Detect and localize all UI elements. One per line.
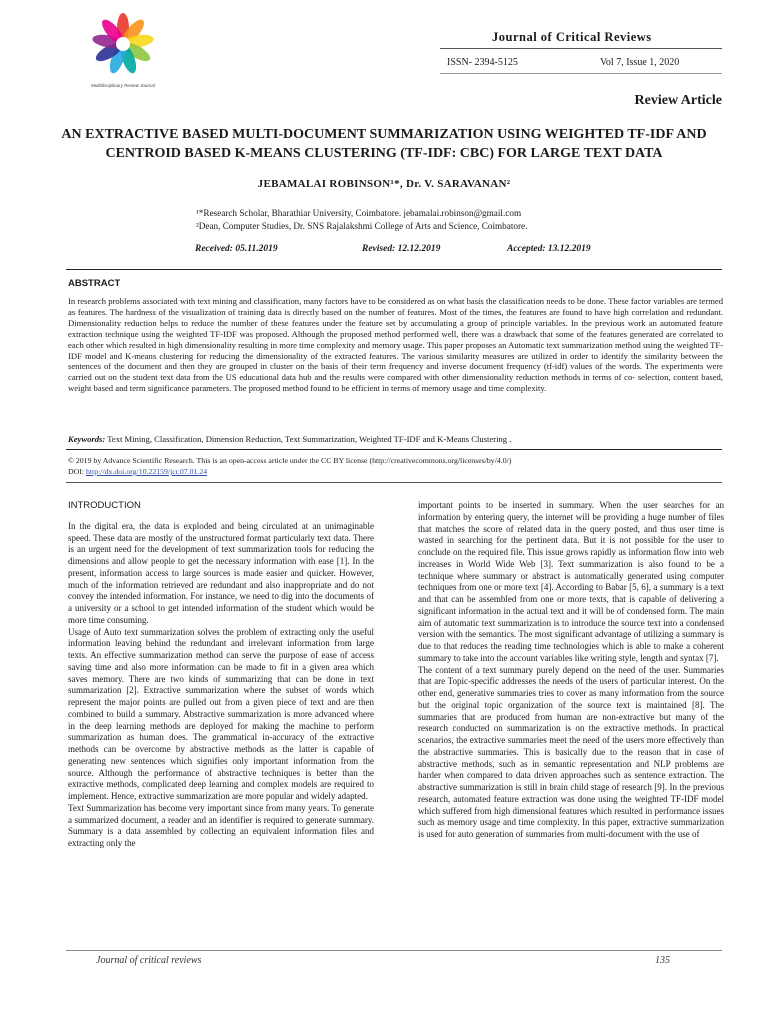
keywords	[68, 434, 723, 444]
right-paragraph-1: important points to be inserted in summary. When the user searches for an information by entering query, the internet will be providing a huge number of files that matches the score of related data in the query posted, and thus user time is wasted in searching for the pertinent data. But it is not possible for the user to conclude on the required file. This issue grows rapidly as information flow into web increases in World Wide Web [3]. Text summarization is also found to be a technique where summary or abstract is automatically generated using computer techniques from one or more text [4]. According to Babar [5, 6], a summary is a text and that can be assembled from one or more texts, that is capable of delivering a significant information in the actual text and it will be of condensed form. The main aim of automatic text summarization is to introduce the source text into a condensed version with the semantics. The most significant advantage of utilizing a summary is due to that reduces the reading time technologies which is able to make a coherent summary to take into the account variables like writing style, length and syntax [7].	[418, 500, 724, 663]
doi	[68, 467, 207, 476]
accepted-date: Accepted: 13.12.2019	[507, 244, 591, 254]
volume-issue: Vol 7, Issue 1, 2020	[600, 57, 680, 68]
header-divider-lower	[440, 73, 722, 74]
keywords-list: Text Mining, Classification, Dimension Reduction, Text Summarization, Weighted TF-IDF and K-Means Clustering .	[105, 434, 512, 444]
journal-logo	[78, 8, 168, 90]
left-column	[68, 500, 374, 850]
abstract-body: In research problems associated with text mining and classification, many factors have to be considered as on what basis the classification needs to be done. These factor variables are termed as features. The hardness of the visualization of training data is directly based on the number of features. Most of the times, the features are found to have high correlation and redundant. Dimensionality reduction helps to reduce the number of these features under the feature set by accumulating a group of principle variables. In the previous work an automated feature extraction technique using the weighted TF-IDF was proposed. Although the proposed method performed well, there was a drawback that some of the features generated are correlated to each other which resulted in high dimensionality resulting in more time complexity and memory usage. This paper proposes an Automatic text summarization method using the weighted TF-IDF model and K-means clustering for reducing the dimensionality of the extracted features. The various similarity measures are utilized in order to identify the similarity between the sentences of the document and then they are grouped in cluster on the basis of their term frequency and inverse document frequency (tf-idf) values of the words. The experiments were carried out on the student text data from the US educational data hub and the results were compared with other dimensionality reduction methods in terms of co- selection, content based, weight based and term significance parameters. The proposed method found to be efficient in terms of memory usage and time complexity.	[68, 296, 723, 394]
doi-label: DOI:	[68, 467, 86, 476]
footer-rule	[66, 950, 722, 951]
keywords-label: Keywords:	[68, 434, 106, 444]
right-column	[418, 500, 724, 841]
introduction-heading: INTRODUCTION	[68, 500, 141, 511]
left-paragraph-2: Usage of Auto text summarization solves the problem of extracting only the useful information leaving behind the redundant and irrelevant information from large texts. An effective summarization method can serve the purpose of ease of access saving time and also more information can be made to fit in a given area which saves memory. There are two kinds of summarizing that can be done in text summarization [2]. Extractive summarization where the subset of words which represent the major points are pulled out from a given piece of text and are then combined to build a summary. Abstractive summarization is more advanced where in the deep learning methods are deployed for making the machine to perform summarization as human does. The grammatical in-accuracy of the extractive methods can be overcome by abstractive methods as the latter is capable of generating new sentences which signifies only important information from the source. Although the performance of abstractive techniques is better than the extractive methods, complicated deep learning and complex models are required to implement. Hence, extractive summarization are more popular and widely adapted.	[68, 626, 374, 801]
received-date: Received: 05.11.2019	[195, 244, 278, 254]
affiliation-1: ¹*Research Scholar, Bharathiar University, Coimbatore. jebamalai.robinson@gmail.com	[196, 208, 522, 218]
footer-journal-name: Journal of critical reviews	[96, 955, 202, 966]
left-paragraph-1: In the digital era, the data is exploded and being circulated at an unimaginable speed. These data are mostly of the unstructured format particularly text data. There is an urgent need for the development of text summarization tools for reducing the dimensions and allow people to get the necessary information with ease [1]. In the present, information access to large sources is made easier and quicker. However, much of the information retrieved are redundant and also inappropriate and do not convey the intended information. For instance, we need to dig into the documents of a university or a school to get intended information of the student which would be more time consuming.	[68, 520, 374, 625]
right-paragraph-2: The content of a text summary purely depend on the need of the user. Summaries that are Topic-specific addresses the needs of the users of particular interest. On the other end, generative summaries tries to cover as many information from the source but the original topic organization of the source text is maintained [8]. The summaries that are produced from human are non-extractive but many of the research conducted on summarization is on the extractive methods. In practical scenarios, the extractive summaries meet the need of the users more effectively than the abstractive summaries. This is basically due to the reason that in case of abstractive methods, such as in semantic representation and NLP problems are harder when compared to data driven approaches such as sentence extraction. The abstractive summarization is still in brain child stage of research [9]. In the previous research, automated feature extraction was done using the weighted TF-IDF model which suffered from high dimensional features which resulted in performance issues such as memory usage and time complexity. In this paper, extractive summarization is used for auto generation of summaries from multi-document with the use of	[418, 664, 724, 839]
abstract-bottom-rule	[66, 449, 722, 450]
article-type: Review Article	[634, 93, 722, 108]
flower-logo-icon	[78, 8, 168, 90]
page-number: 135	[655, 955, 670, 966]
affiliation-2: ²Dean, Computer Studies, Dr. SNS Rajalakshmi College of Arts and Science, Coimbatore.	[196, 221, 528, 231]
revised-date: Revised: 12.12.2019	[362, 244, 441, 254]
copyright-notice: © 2019 by Advance Scientific Research. This is an open-access article under the CC BY license (http://creativecommons.org/licenses/by/4.0/)	[68, 456, 512, 465]
body-top-rule	[66, 482, 722, 483]
paper-title: AN EXTRACTIVE BASED MULTI-DOCUMENT SUMMARIZATION USING WEIGHTED TF-IDF AND CENTROID BASED K-MEANS CLUSTERING (TF-IDF: CBC) FOR LARGE TEXT DATA	[61, 127, 707, 161]
authors: JEBAMALAI ROBINSON¹*, Dr. V. SARAVANAN²	[257, 178, 511, 190]
logo-caption: Multidisciplinary Review Journal	[91, 83, 155, 88]
journal-name: Journal of Critical Reviews	[492, 30, 652, 44]
doi-link[interactable]: http://dx.doi.org/10.22159/jcr.07.01.24	[85, 467, 208, 476]
abstract-top-rule	[66, 269, 722, 270]
abstract-heading: ABSTRACT	[68, 278, 121, 289]
issn: ISSN- 2394-5125	[447, 57, 518, 68]
left-paragraph-3: Text Summarization has become very important since from many years. To generate a summarized document, a reader and an identifier is required to generate summary. Summary is a data assembled by collecting an equivalent information files and extracting only the	[68, 802, 374, 848]
header-divider	[440, 48, 722, 49]
